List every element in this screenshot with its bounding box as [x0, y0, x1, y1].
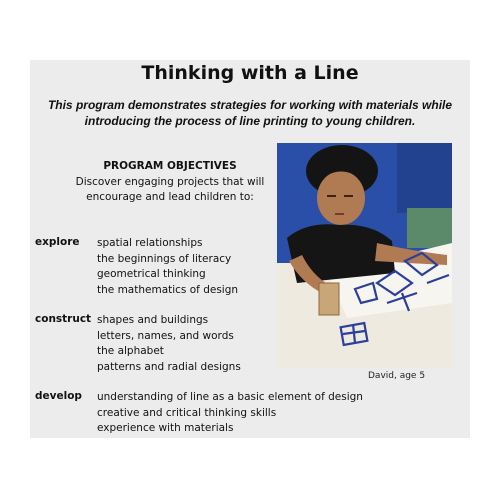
intro-line-2: introducing the process of line printing to young children.	[84, 114, 416, 128]
objectives-line-2: encourage and lead children to:	[86, 191, 254, 203]
section-term: explore	[35, 236, 80, 248]
list-item: creative and critical thinking skills	[97, 406, 277, 419]
section-term: develop	[35, 390, 82, 402]
list-item: the mathematics of design	[97, 283, 239, 296]
objectives-text	[50, 175, 290, 205]
list-item: shapes and buildings	[97, 314, 209, 326]
list-item: the alphabet	[97, 345, 164, 357]
list-item: spatial relationships	[97, 237, 203, 249]
list-item: experience with materials	[97, 422, 234, 434]
list-item: the beginnings of literacy	[97, 252, 232, 265]
list-item: understanding of line as a basic element of design	[97, 391, 363, 403]
list-item: patterns and radial designs	[97, 360, 241, 373]
photo-caption: David, age 5	[368, 371, 426, 381]
objectives-heading: PROGRAM OBJECTIVES	[103, 160, 237, 172]
section-term: construct	[35, 313, 92, 325]
document-panel	[30, 60, 470, 438]
list-item: geometrical thinking	[97, 268, 206, 280]
intro-line-1: This program demonstrates strategies for working with materials while	[47, 98, 453, 112]
list-item: letters, names, and words	[97, 329, 234, 342]
page-title: Thinking with a Line	[141, 62, 359, 84]
objectives-line-1: Discover engaging projects that will	[75, 176, 265, 188]
section-items	[97, 390, 417, 437]
intro-text	[40, 97, 460, 129]
child-printing-photo	[277, 143, 452, 368]
